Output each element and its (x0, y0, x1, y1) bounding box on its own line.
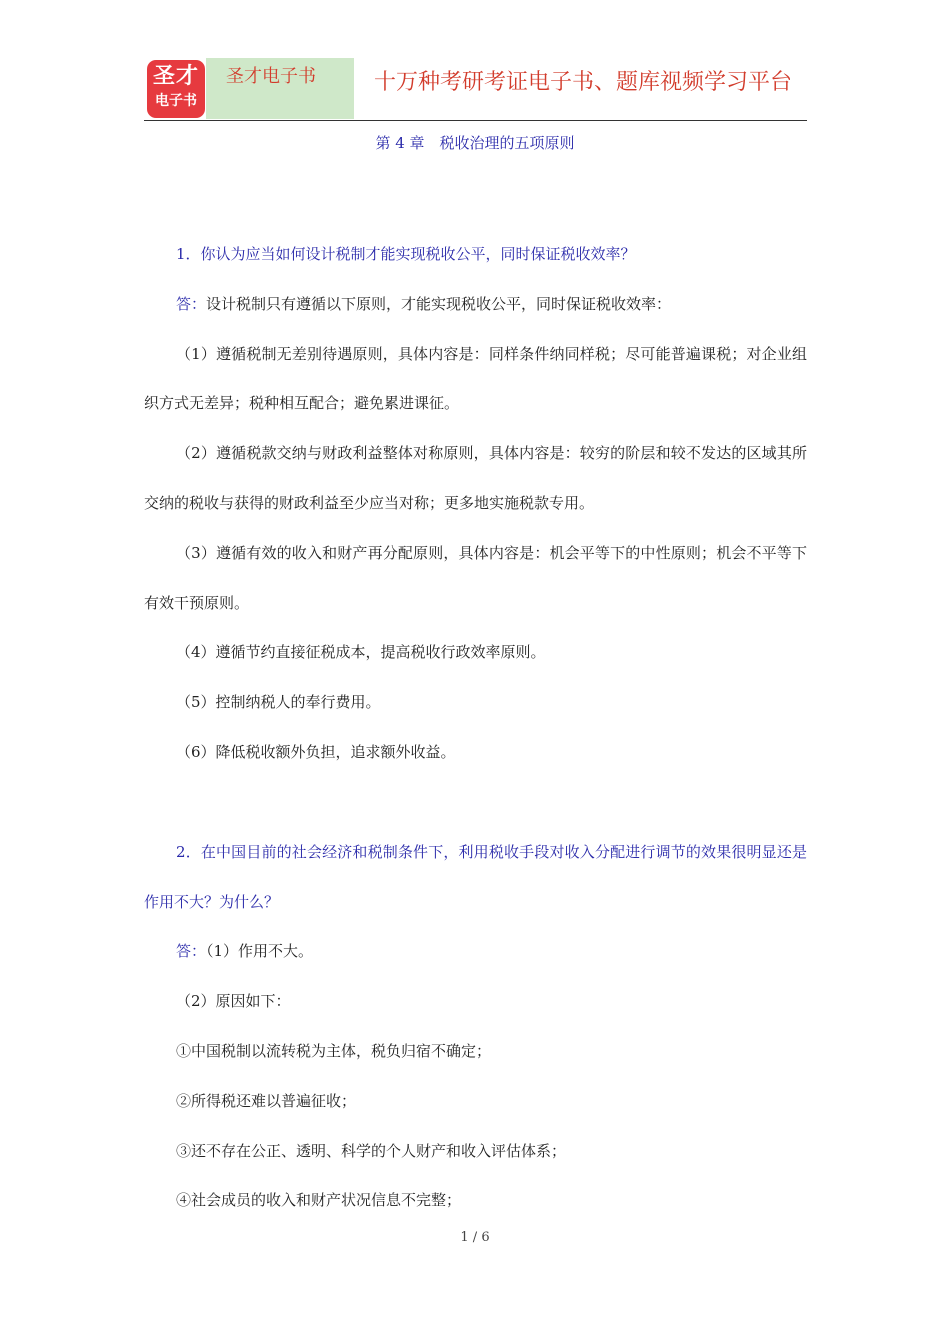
question-2: 2．在中国目前的社会经济和税制条件下，利用税收手段对收入分配进行调节的效果很明显还是作用不大？为什么？ (144, 842, 807, 911)
answer-label: 答： (176, 942, 207, 961)
answer-2-item: ②所得税还难以普遍征收； (176, 1091, 357, 1110)
brand-logo[interactable] (147, 60, 205, 118)
logo-text-bottom: 电子书 (155, 93, 197, 109)
answer-1-item: （4）遵循节约直接征税成本，提高税收行政效率原则。 (176, 643, 546, 662)
answer-2-first (144, 927, 807, 977)
answer-1-intro (144, 280, 807, 330)
answer-2-item: ①中国税制以流转税为主体，税负归宿不确定； (176, 1041, 492, 1060)
answer-1-item: （5）控制纳税人的奉行费用。 (176, 693, 381, 712)
chapter-title: 第 4 章 税收治理的五项原则 (375, 134, 575, 152)
answer-2-first-text: （1）作用不大。 (206, 942, 314, 961)
document-body (144, 230, 807, 1226)
page-header (144, 58, 807, 120)
answer-1-item: （2）遵循税款交纳与财政利益整体对称原则，具体内容是：较穷的阶层和较不发达的区域其所交纳的税收与获得的财政利益至少应当对称；更多地实施税款专用。 (144, 444, 807, 512)
answer-1-item: （3）遵循有效的收入和财产再分配原则，具体内容是：机会平等下的中性原则；机会不平等下有效干预原则。 (144, 543, 807, 612)
section-gap (144, 778, 807, 828)
header-divider (144, 120, 807, 121)
answer-2-item: ③还不存在公正、透明、科学的个人财产和收入评估体系； (176, 1141, 567, 1160)
answer-label: 答： (176, 294, 207, 313)
platform-slogan: 十万种考研考证电子书、题库视频学习平台 (374, 70, 793, 95)
page-number: 1 / 6 (460, 1230, 490, 1245)
question-1: 1．你认为应当如何设计税制才能实现税收公平，同时保证税收效率？ (176, 245, 636, 263)
answer-1-intro-text: 设计税制只有遵循以下原则，才能实现税收公平，同时保证税收效率： (206, 294, 672, 313)
answer-2-item: ④社会成员的收入和财产状况信息不完整； (176, 1191, 462, 1210)
answer-1-item: （1）遵循税制无差别待遇原则，具体内容是：同样条件纳同样税；尽可能普遍课税；对企业组织方式无差异；税种相互配合；避免累进课征。 (144, 344, 807, 413)
logo-text-top: 圣才 (152, 64, 199, 89)
answer-1-item: （6）降低税收额外负担，追求额外收益。 (176, 742, 456, 761)
brand-name-box (206, 58, 354, 119)
brand-name: 圣才电子书 (226, 66, 316, 87)
answer-2-item: （2）原因如下： (176, 992, 291, 1011)
